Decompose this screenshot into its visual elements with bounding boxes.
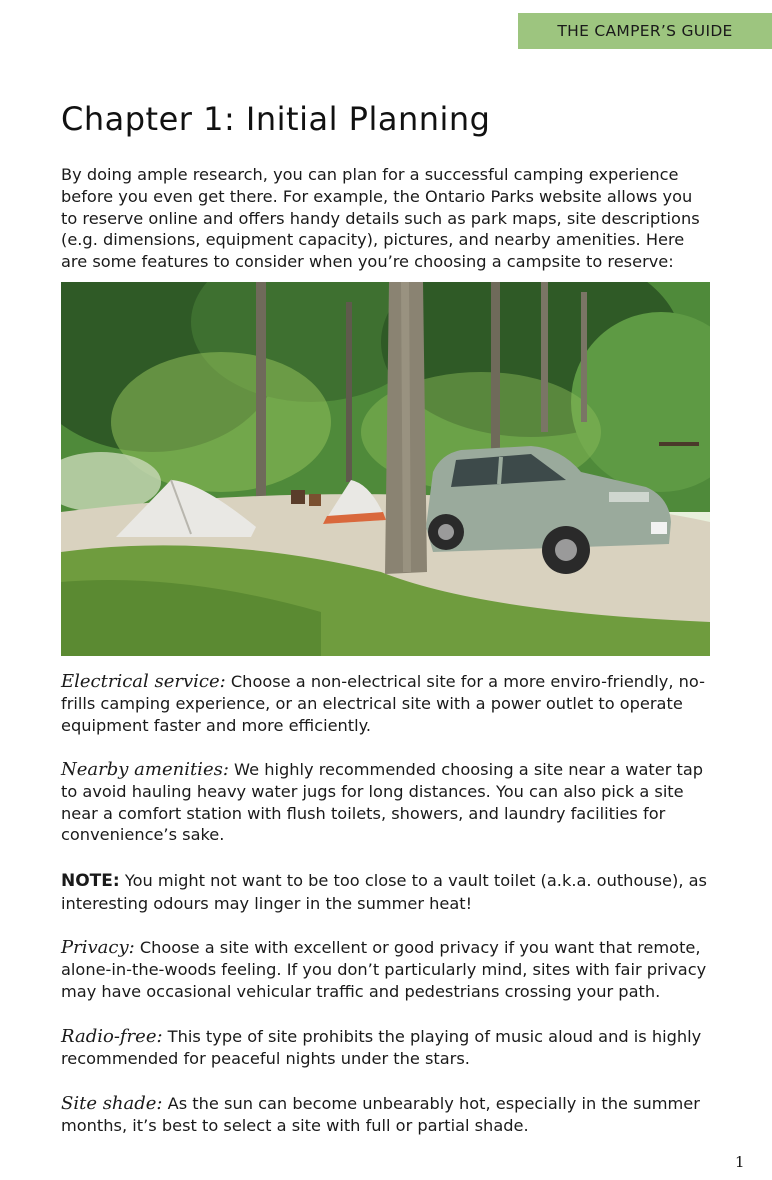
intro-paragraph: By doing ample research, you can plan for a successful camping experience before you even get there. For example, the Ontario Parks website allows you to reserve online and offers handy details such as park maps, site descriptions (e.g. dimensions, equipment capacity), pictures, and nearby amenities. Here are some features to consider when you’re choosing a campsite to reserve: bbox=[61, 165, 700, 272]
photo-trunk-bg-3 bbox=[541, 282, 548, 432]
section-note bbox=[61, 870, 721, 915]
photo-car-hub-rear bbox=[438, 524, 454, 540]
note-label: NOTE: bbox=[61, 871, 120, 891]
photo-camp-chair-2 bbox=[309, 494, 321, 506]
section-term: Site shade: bbox=[61, 1093, 163, 1114]
section-nearby-amenities bbox=[61, 759, 721, 846]
photo-car-headlight bbox=[609, 492, 649, 502]
section-privacy bbox=[61, 937, 721, 1002]
section-text: We highly recommended choosing a site near a water tap to avoid hauling heavy water jugs for long distances. You can also pick a site near a comfort station with flush toilets, showers, and laundry facilities for convenience’s sake. bbox=[61, 760, 704, 845]
section-text: You might not want to be too close to a vault toilet (a.k.a. outhouse), as interesting odours may linger in the summer heat! bbox=[61, 871, 707, 913]
photo-trunk-bg-4 bbox=[581, 292, 587, 422]
section-radio-free bbox=[61, 1026, 721, 1070]
photo-car-hub-front bbox=[555, 539, 577, 561]
section-term: Electrical service: bbox=[61, 671, 226, 692]
guide-title-tag: THE CAMPER’S GUIDE bbox=[518, 13, 772, 49]
section-term: Nearby amenities: bbox=[61, 759, 229, 780]
chapter-title: Chapter 1: Initial Planning bbox=[61, 100, 491, 138]
photo-car-pillar bbox=[499, 457, 501, 484]
section-text: This type of site prohibits the playing of music aloud and is highly recommended for peaceful nights under the stars. bbox=[61, 1027, 702, 1068]
section-text: Choose a non-electrical site for a more enviro-friendly, no-frills camping experience, or an electrical site with a power outlet to operate equipment faster and more efficiently. bbox=[61, 672, 705, 735]
section-electrical-service bbox=[61, 671, 721, 736]
campsite-illustration bbox=[61, 282, 710, 656]
photo-trunk-bg-2 bbox=[491, 282, 500, 452]
section-site-shade bbox=[61, 1093, 721, 1137]
photo-trunk-bg-5 bbox=[346, 302, 352, 482]
section-term: Privacy: bbox=[61, 937, 135, 958]
photo-picnic-table bbox=[659, 442, 699, 446]
photo-camp-chair bbox=[291, 490, 305, 504]
section-text: Choose a site with excellent or good privacy if you want that remote, alone-in-the-woods feeling. If you don’t particularly mind, sites with fair privacy may have occasional vehicular traffic and pedestrians crossing your path. bbox=[61, 938, 707, 1001]
section-text: As the sun can become unbearably hot, especially in the summer months, it’s best to select a site with full or partial shade. bbox=[61, 1094, 700, 1135]
campsite-photo bbox=[61, 282, 710, 656]
photo-trunk-bg-1 bbox=[256, 282, 266, 502]
photo-car-plate bbox=[651, 522, 667, 534]
section-term: Radio-free: bbox=[61, 1026, 163, 1047]
page-number: 1 bbox=[735, 1153, 745, 1171]
